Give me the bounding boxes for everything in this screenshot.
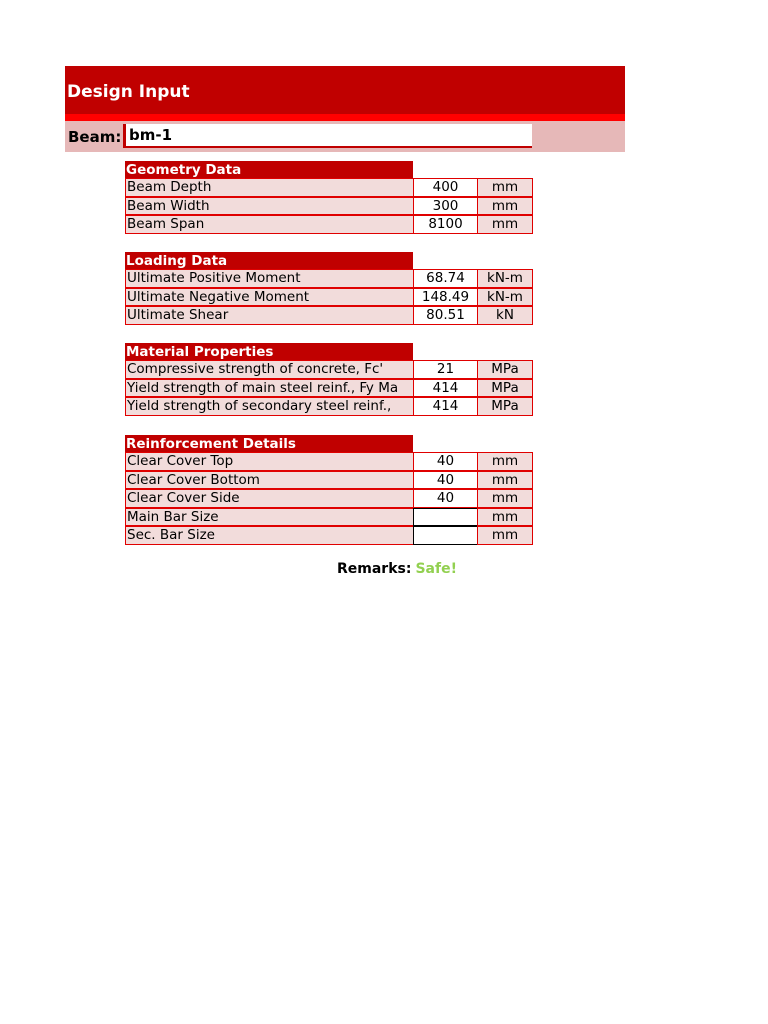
table-row xyxy=(125,216,533,235)
row-unit: mm xyxy=(477,215,533,234)
section-material-properties xyxy=(125,343,533,417)
design-input-header xyxy=(65,66,625,121)
table-row xyxy=(125,179,533,198)
clear-cover-top-field[interactable]: 40 xyxy=(413,452,478,471)
row-label: Ultimate Positive Moment xyxy=(125,269,414,288)
table-row xyxy=(125,472,533,491)
table-row xyxy=(125,270,533,289)
main-bar-size-field[interactable] xyxy=(413,508,478,527)
beam-bar xyxy=(65,121,625,152)
table-row xyxy=(125,509,533,528)
row-label: Ultimate Negative Moment xyxy=(125,288,414,307)
table-row xyxy=(125,307,533,326)
secondary-steel-yield-field[interactable]: 414 xyxy=(413,397,478,416)
row-label: Compressive strength of concrete, Fc' xyxy=(125,360,414,379)
section-title: Geometry Data xyxy=(125,161,413,179)
row-label: Clear Cover Top xyxy=(125,452,414,471)
table-row xyxy=(125,527,533,546)
row-unit: mm xyxy=(477,526,533,545)
section-title: Material Properties xyxy=(125,343,413,361)
table-row xyxy=(125,198,533,217)
remarks-status: Safe! xyxy=(415,561,457,577)
beam-width-field[interactable]: 300 xyxy=(413,197,478,216)
row-unit: kN-m xyxy=(477,288,533,307)
beam-name-input[interactable]: bm-1 xyxy=(123,124,532,148)
beam-span-field[interactable]: 8100 xyxy=(413,215,478,234)
row-label: Yield strength of main steel reinf., Fy Ma xyxy=(125,379,414,398)
table-row xyxy=(125,380,533,399)
sec-bar-size-field[interactable] xyxy=(413,526,478,545)
table-row xyxy=(125,398,533,417)
row-unit: MPa xyxy=(477,360,533,379)
section-reinforcement-details xyxy=(125,435,533,546)
row-label: Beam Span xyxy=(125,215,414,234)
concrete-strength-field[interactable]: 21 xyxy=(413,360,478,379)
shear-field[interactable]: 80.51 xyxy=(413,306,478,325)
table-row xyxy=(125,453,533,472)
remarks xyxy=(337,561,457,577)
table-row xyxy=(125,361,533,380)
remarks-label: Remarks: xyxy=(337,561,412,577)
row-unit: MPa xyxy=(477,397,533,416)
row-unit: mm xyxy=(477,471,533,490)
row-unit: mm xyxy=(477,489,533,508)
section-title: Reinforcement Details xyxy=(125,435,413,453)
row-label: Sec. Bar Size xyxy=(125,526,414,545)
main-steel-yield-field[interactable]: 414 xyxy=(413,379,478,398)
row-label: Ultimate Shear xyxy=(125,306,414,325)
beam-label: Beam: xyxy=(68,128,122,146)
section-title: Loading Data xyxy=(125,252,413,270)
clear-cover-side-field[interactable]: 40 xyxy=(413,489,478,508)
section-loading-data xyxy=(125,252,533,326)
row-unit: kN-m xyxy=(477,269,533,288)
row-unit: MPa xyxy=(477,379,533,398)
clear-cover-bottom-field[interactable]: 40 xyxy=(413,471,478,490)
row-unit: mm xyxy=(477,197,533,216)
row-label: Clear Cover Bottom xyxy=(125,471,414,490)
positive-moment-field[interactable]: 68.74 xyxy=(413,269,478,288)
row-unit: mm xyxy=(477,508,533,527)
page-title: Design Input xyxy=(67,82,190,102)
table-row xyxy=(125,490,533,509)
row-unit: mm xyxy=(477,452,533,471)
row-unit: mm xyxy=(477,178,533,197)
beam-depth-field[interactable]: 400 xyxy=(413,178,478,197)
row-label: Main Bar Size xyxy=(125,508,414,527)
section-geometry-data xyxy=(125,161,533,235)
row-unit: kN xyxy=(477,306,533,325)
row-label: Beam Depth xyxy=(125,178,414,197)
negative-moment-field[interactable]: 148.49 xyxy=(413,288,478,307)
row-label: Beam Width xyxy=(125,197,414,216)
row-label: Clear Cover Side xyxy=(125,489,414,508)
table-row xyxy=(125,289,533,308)
row-label: Yield strength of secondary steel reinf., xyxy=(125,397,414,416)
